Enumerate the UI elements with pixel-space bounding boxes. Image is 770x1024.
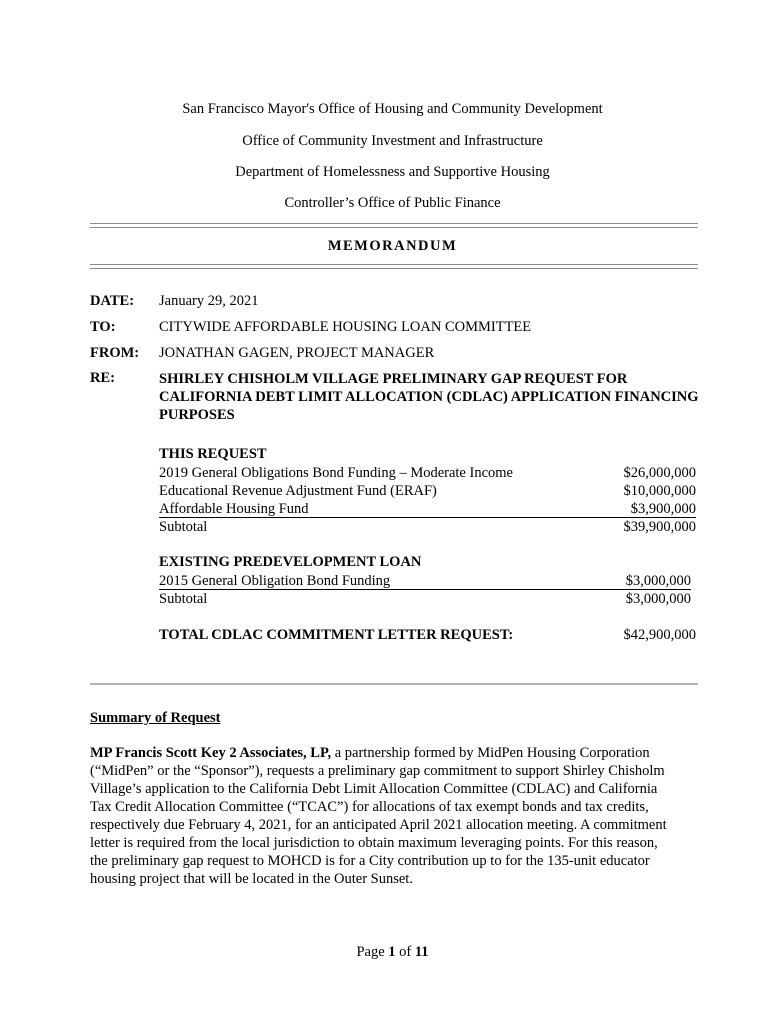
subtotal-label: Subtotal: [159, 519, 208, 535]
summary-line: [90, 744, 700, 762]
finance-row: [159, 482, 696, 500]
re-value: SHIRLEY CHISHOLM VILLAGE PRELIMINARY GAP REQUEST FOR CALIFORNIA DEBT LIMIT ALLOCATION (CDLAC) APPLICATION FINANCING PURPOSES: [159, 371, 699, 423]
from-label: FROM:: [90, 345, 140, 361]
summary-line: Village’s application to the California Debt Limit Allocation Committee (CDLAC) and California: [90, 781, 658, 797]
finance-row-amount: $3,900,000: [630, 501, 696, 517]
summary-line-text: a partnership formed by MidPen Housing Corporation: [331, 745, 650, 761]
subtotal-amount: $3,000,000: [625, 591, 691, 607]
finance-row-label: 2019 General Obligations Bond Funding – Moderate Income: [159, 465, 513, 481]
summary-line: housing project that will be located in the Outer Sunset.: [90, 871, 413, 887]
summary-paragraph: [90, 744, 700, 888]
re-label: RE:: [90, 370, 115, 386]
page-footer: [0, 944, 770, 961]
finance-row: [159, 572, 691, 590]
finance-row-amount: $26,000,000: [623, 465, 696, 481]
section-divider: [90, 683, 698, 685]
summary-heading: Summary of Request: [90, 710, 221, 726]
finance-row-amount: $3,000,000: [625, 573, 691, 589]
finance-row-amount: $10,000,000: [623, 483, 696, 499]
org-line-4: Controller’s Office of Public Finance: [284, 195, 501, 211]
from-value: JONATHAN GAGEN, PROJECT MANAGER: [159, 345, 435, 361]
finance-row-label: 2015 General Obligation Bond Funding: [159, 573, 391, 589]
org-line-3: Department of Homelessness and Supportive Housing: [235, 164, 550, 180]
summary-line: Tax Credit Allocation Committee (“TCAC”) for allocations of tax exempt bonds and tax credits,: [90, 799, 649, 815]
header-rule-top: [90, 223, 698, 228]
total-label: TOTAL CDLAC COMMITMENT LETTER REQUEST:: [159, 627, 514, 643]
date-label: DATE:: [90, 293, 135, 309]
org-line-1: San Francisco Mayor's Office of Housing and Community Development: [182, 101, 603, 117]
page-word: Page: [356, 944, 385, 960]
summary-line: respectively due February 4, 2021, for an anticipated April 2021 allocation meeting. A commitment: [90, 817, 667, 833]
date-value: January 29, 2021: [159, 293, 259, 309]
finance-row: [159, 500, 696, 518]
summary-line: the preliminary gap request to MOHCD is for a City contribution up to for the 135-unit educator: [90, 853, 650, 869]
this-request-title: THIS REQUEST: [159, 446, 267, 462]
summary-line: letter is required from the local jurisdiction to obtain maximum leveraging points. For this reason,: [90, 835, 658, 851]
of-word: of: [399, 944, 412, 960]
existing-loan-title: EXISTING PREDEVELOPMENT LOAN: [159, 554, 422, 570]
subtotal-label: Subtotal: [159, 591, 208, 607]
finance-row: [159, 464, 696, 482]
total-row: [159, 626, 696, 644]
sponsor-name: MP Francis Scott Key 2 Associates, LP,: [90, 745, 332, 761]
page-total: 11: [414, 944, 429, 960]
finance-row-label: Affordable Housing Fund: [159, 501, 309, 517]
to-label: TO:: [90, 319, 116, 335]
subtotal-row: [159, 590, 691, 608]
subtotal-row: [159, 518, 696, 536]
total-amount: $42,900,000: [623, 627, 696, 643]
finance-row-label: Educational Revenue Adjustment Fund (ERAF): [159, 483, 437, 499]
header-rule-bottom: [90, 264, 698, 269]
to-value: CITYWIDE AFFORDABLE HOUSING LOAN COMMITTEE: [159, 319, 532, 335]
page-number: 1: [388, 944, 396, 960]
subtotal-amount: $39,900,000: [623, 519, 696, 535]
memo-title: MEMORANDUM: [327, 238, 458, 254]
org-line-2: Office of Community Investment and Infrastructure: [242, 133, 543, 149]
summary-line: (“MidPen” or the “Sponsor”), requests a preliminary gap commitment to support Shirley Chisholm: [90, 763, 665, 779]
